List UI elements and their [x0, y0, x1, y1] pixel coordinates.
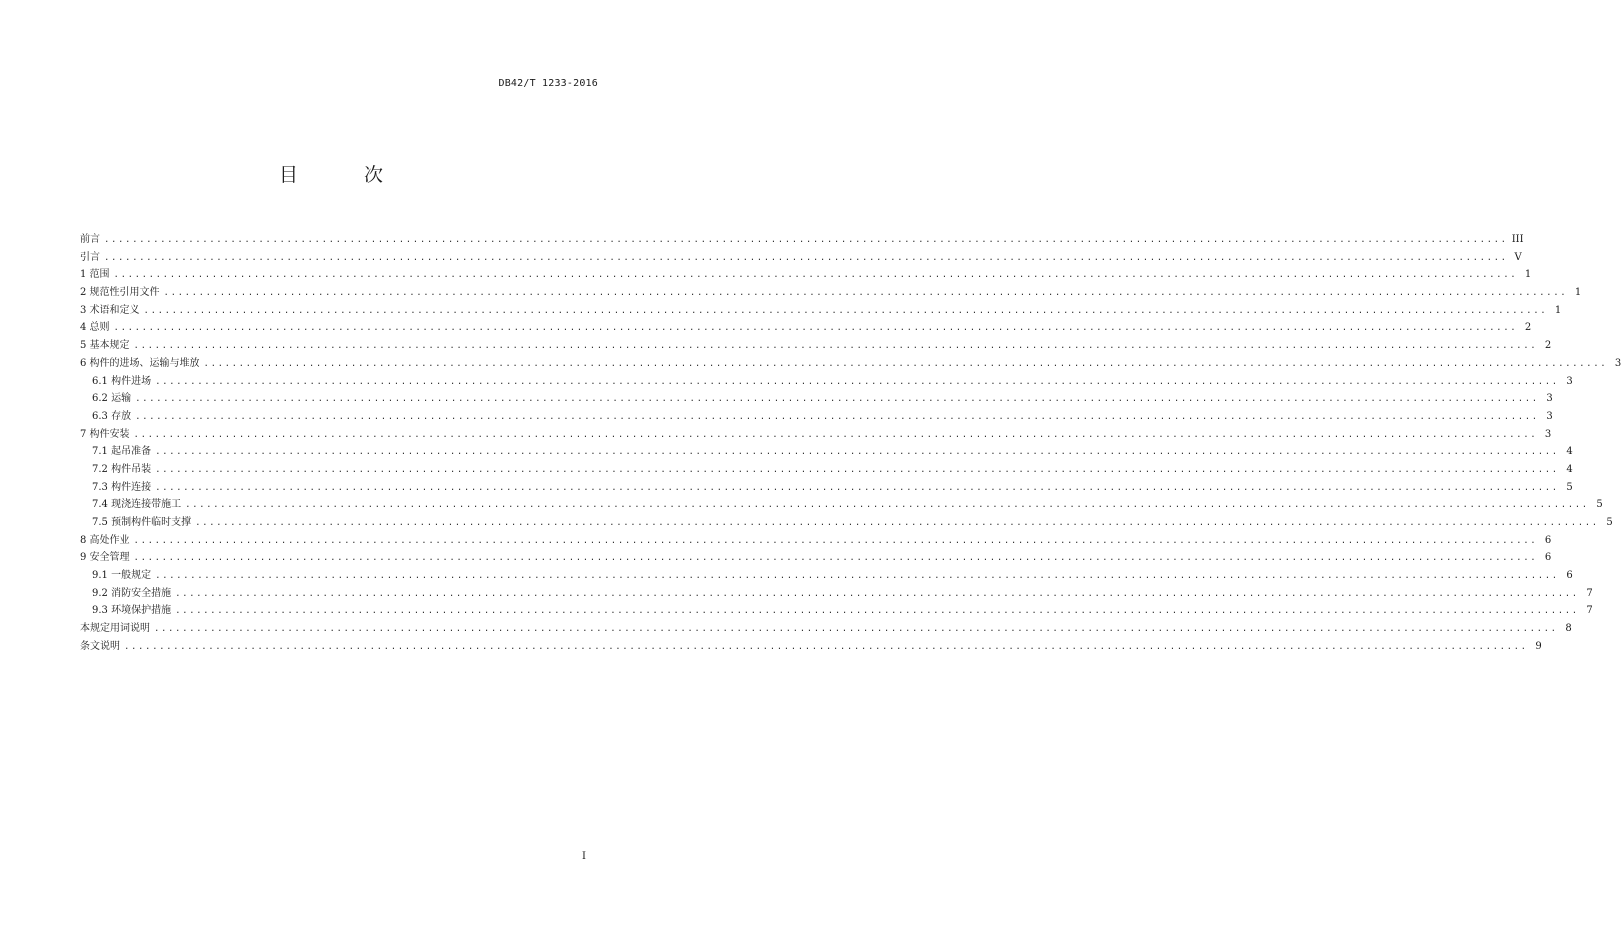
toc-dot-leader: ........................................................................................................................................................................................................	[185, 500, 1589, 511]
toc-dot-leader: ........................................................................................................................................................................................................	[113, 323, 1518, 334]
toc-entry-label: 6.2 运输	[92, 393, 132, 405]
toc-entry-label: 条文说明	[80, 640, 120, 652]
toc-entry-label: 引言	[80, 251, 100, 263]
toc-dot-leader: ........................................................................................................................................................................................................	[175, 606, 1579, 617]
toc-subentry[interactable]	[80, 585, 1593, 603]
toc-entry-page: 1	[1524, 269, 1532, 281]
toc-entry-label: 1 范围	[80, 269, 110, 281]
toc-entry[interactable]	[80, 231, 1524, 249]
toc-entry-label: 5 基本规定	[80, 340, 130, 352]
toc-dot-leader: ........................................................................................................................................................................................................	[133, 341, 1538, 352]
toc-entry[interactable]	[80, 266, 1532, 284]
toc-entry[interactable]	[80, 620, 1572, 638]
toc-dot-leader: ........................................................................................................................................................................................................	[163, 288, 1568, 299]
toc-entry-page: 3	[1614, 357, 1621, 369]
toc-entry-label: 9.2 消防安全措施	[92, 587, 172, 599]
toc-entry-label: 7.3 构件连接	[92, 481, 152, 493]
toc-dot-leader: ........................................................................................................................................................................................................	[133, 553, 1538, 564]
toc-subentry[interactable]	[80, 479, 1573, 497]
toc-subentry[interactable]	[80, 567, 1573, 585]
toc-entry-label: 6 构件的进场、运输与堆放	[80, 357, 200, 369]
toc-entry[interactable]	[80, 532, 1552, 550]
toc-dot-leader: ........................................................................................................................................................................................................	[113, 270, 1518, 281]
toc-entry-label: 9 安全管理	[80, 552, 130, 564]
toc-entry[interactable]	[80, 302, 1562, 320]
toc-entry-label: 7.2 构件吊装	[92, 463, 152, 475]
toc-entry-label: 9.1 一般规定	[92, 570, 152, 582]
toc-entry-page: 7	[1586, 587, 1593, 599]
toc-dot-leader: ........................................................................................................................................................................................................	[104, 252, 1508, 263]
toc-entry-page: 6	[1544, 534, 1552, 546]
toc-entry-label: 7.4 现浇连接带施工	[92, 499, 182, 511]
toc-entry-page: 1	[1554, 304, 1562, 316]
toc-entry-page: 5	[1566, 481, 1573, 493]
toc-dot-leader: ........................................................................................................................................................................................................	[203, 358, 1608, 369]
toc-entry-label: 7.5 预制构件临时支撑	[92, 517, 192, 528]
toc-entry-label: 4 总则	[80, 322, 110, 334]
toc-dot-leader: ........................................................................................................................................................................................................	[195, 518, 1599, 528]
toc-subentry[interactable]	[80, 390, 1553, 408]
toc-entry-page: 1	[1574, 287, 1582, 299]
toc-entry-page: 3	[1566, 375, 1573, 387]
toc-entry-page: 4	[1566, 446, 1573, 458]
toc-entry-page: 5	[1596, 499, 1603, 511]
page-number: I	[582, 851, 586, 862]
toc-entry-page: 3	[1544, 428, 1552, 440]
toc-dot-leader: ........................................................................................................................................................................................................	[135, 411, 1539, 422]
toc-entry[interactable]	[80, 319, 1532, 337]
toc-subentry[interactable]	[80, 514, 1613, 532]
toc-entry-label: 3 术语和定义	[80, 304, 140, 316]
toc-entry-label: 本规定用词说明	[80, 623, 150, 635]
toc-dot-leader: ........................................................................................................................................................................................................	[124, 641, 1528, 652]
toc-subentry[interactable]	[80, 408, 1553, 426]
toc-dot-leader: ........................................................................................................................................................................................................	[133, 535, 1538, 546]
toc-entry-page: 3	[1546, 410, 1553, 422]
toc-dot-leader: ........................................................................................................................................................................................................	[135, 394, 1539, 405]
toc-entry[interactable]	[80, 337, 1552, 355]
toc-entry-page: 2	[1524, 322, 1532, 334]
toc-dot-leader: ........................................................................................................................................................................................................	[104, 235, 1508, 245]
toc-dot-leader: ........................................................................................................................................................................................................	[154, 624, 1558, 635]
toc-entry-page: 4	[1566, 463, 1573, 475]
toc-title: 目 次	[278, 164, 414, 186]
toc-dot-leader: ........................................................................................................................................................................................................	[155, 482, 1559, 493]
toc-entry-page: V	[1514, 251, 1522, 263]
toc-entry-page: 3	[1546, 393, 1553, 405]
toc-entry-page: 6	[1544, 552, 1552, 564]
toc-entry[interactable]	[80, 355, 1621, 373]
toc-subentry[interactable]	[80, 443, 1573, 461]
toc-dot-leader: ........................................................................................................................................................................................................	[175, 588, 1579, 599]
table-of-contents	[80, 231, 1621, 656]
toc-entry[interactable]	[80, 426, 1552, 444]
toc-entry-page: 7	[1586, 605, 1593, 617]
toc-entry-page: III	[1511, 234, 1524, 245]
toc-entry-page: 6	[1566, 570, 1573, 582]
toc-entry-label: 2 规范性引用文件	[80, 287, 160, 299]
toc-entry[interactable]	[80, 284, 1582, 302]
toc-entry-page: 9	[1535, 640, 1542, 652]
toc-entry-label: 8 高处作业	[80, 534, 130, 546]
toc-dot-leader: ........................................................................................................................................................................................................	[143, 305, 1548, 316]
document-code: DB42/T 1233-2016	[498, 78, 598, 89]
toc-dot-leader: ........................................................................................................................................................................................................	[133, 429, 1538, 440]
toc-subentry[interactable]	[80, 602, 1593, 620]
toc-entry[interactable]	[80, 638, 1542, 656]
toc-entry[interactable]	[80, 549, 1552, 567]
toc-entry-label: 前言	[80, 234, 100, 245]
toc-entry-page: 8	[1565, 623, 1572, 635]
toc-entry-label: 7 构件安装	[80, 428, 130, 440]
toc-dot-leader: ........................................................................................................................................................................................................	[155, 447, 1559, 458]
toc-entry-page: 5	[1606, 517, 1613, 528]
toc-dot-leader: ........................................................................................................................................................................................................	[155, 376, 1559, 387]
toc-entry[interactable]	[80, 249, 1522, 267]
toc-subentry[interactable]	[80, 496, 1603, 514]
toc-entry-label: 7.1 起吊准备	[92, 446, 152, 458]
toc-dot-leader: ........................................................................................................................................................................................................	[155, 464, 1559, 475]
toc-entry-label: 9.3 环境保护措施	[92, 605, 172, 617]
toc-dot-leader: ........................................................................................................................................................................................................	[155, 571, 1559, 582]
toc-subentry[interactable]	[80, 461, 1573, 479]
toc-subentry[interactable]	[80, 373, 1573, 391]
toc-entry-label: 6.3 存放	[92, 410, 132, 422]
toc-entry-page: 2	[1544, 340, 1552, 352]
toc-entry-label: 6.1 构件进场	[92, 375, 152, 387]
